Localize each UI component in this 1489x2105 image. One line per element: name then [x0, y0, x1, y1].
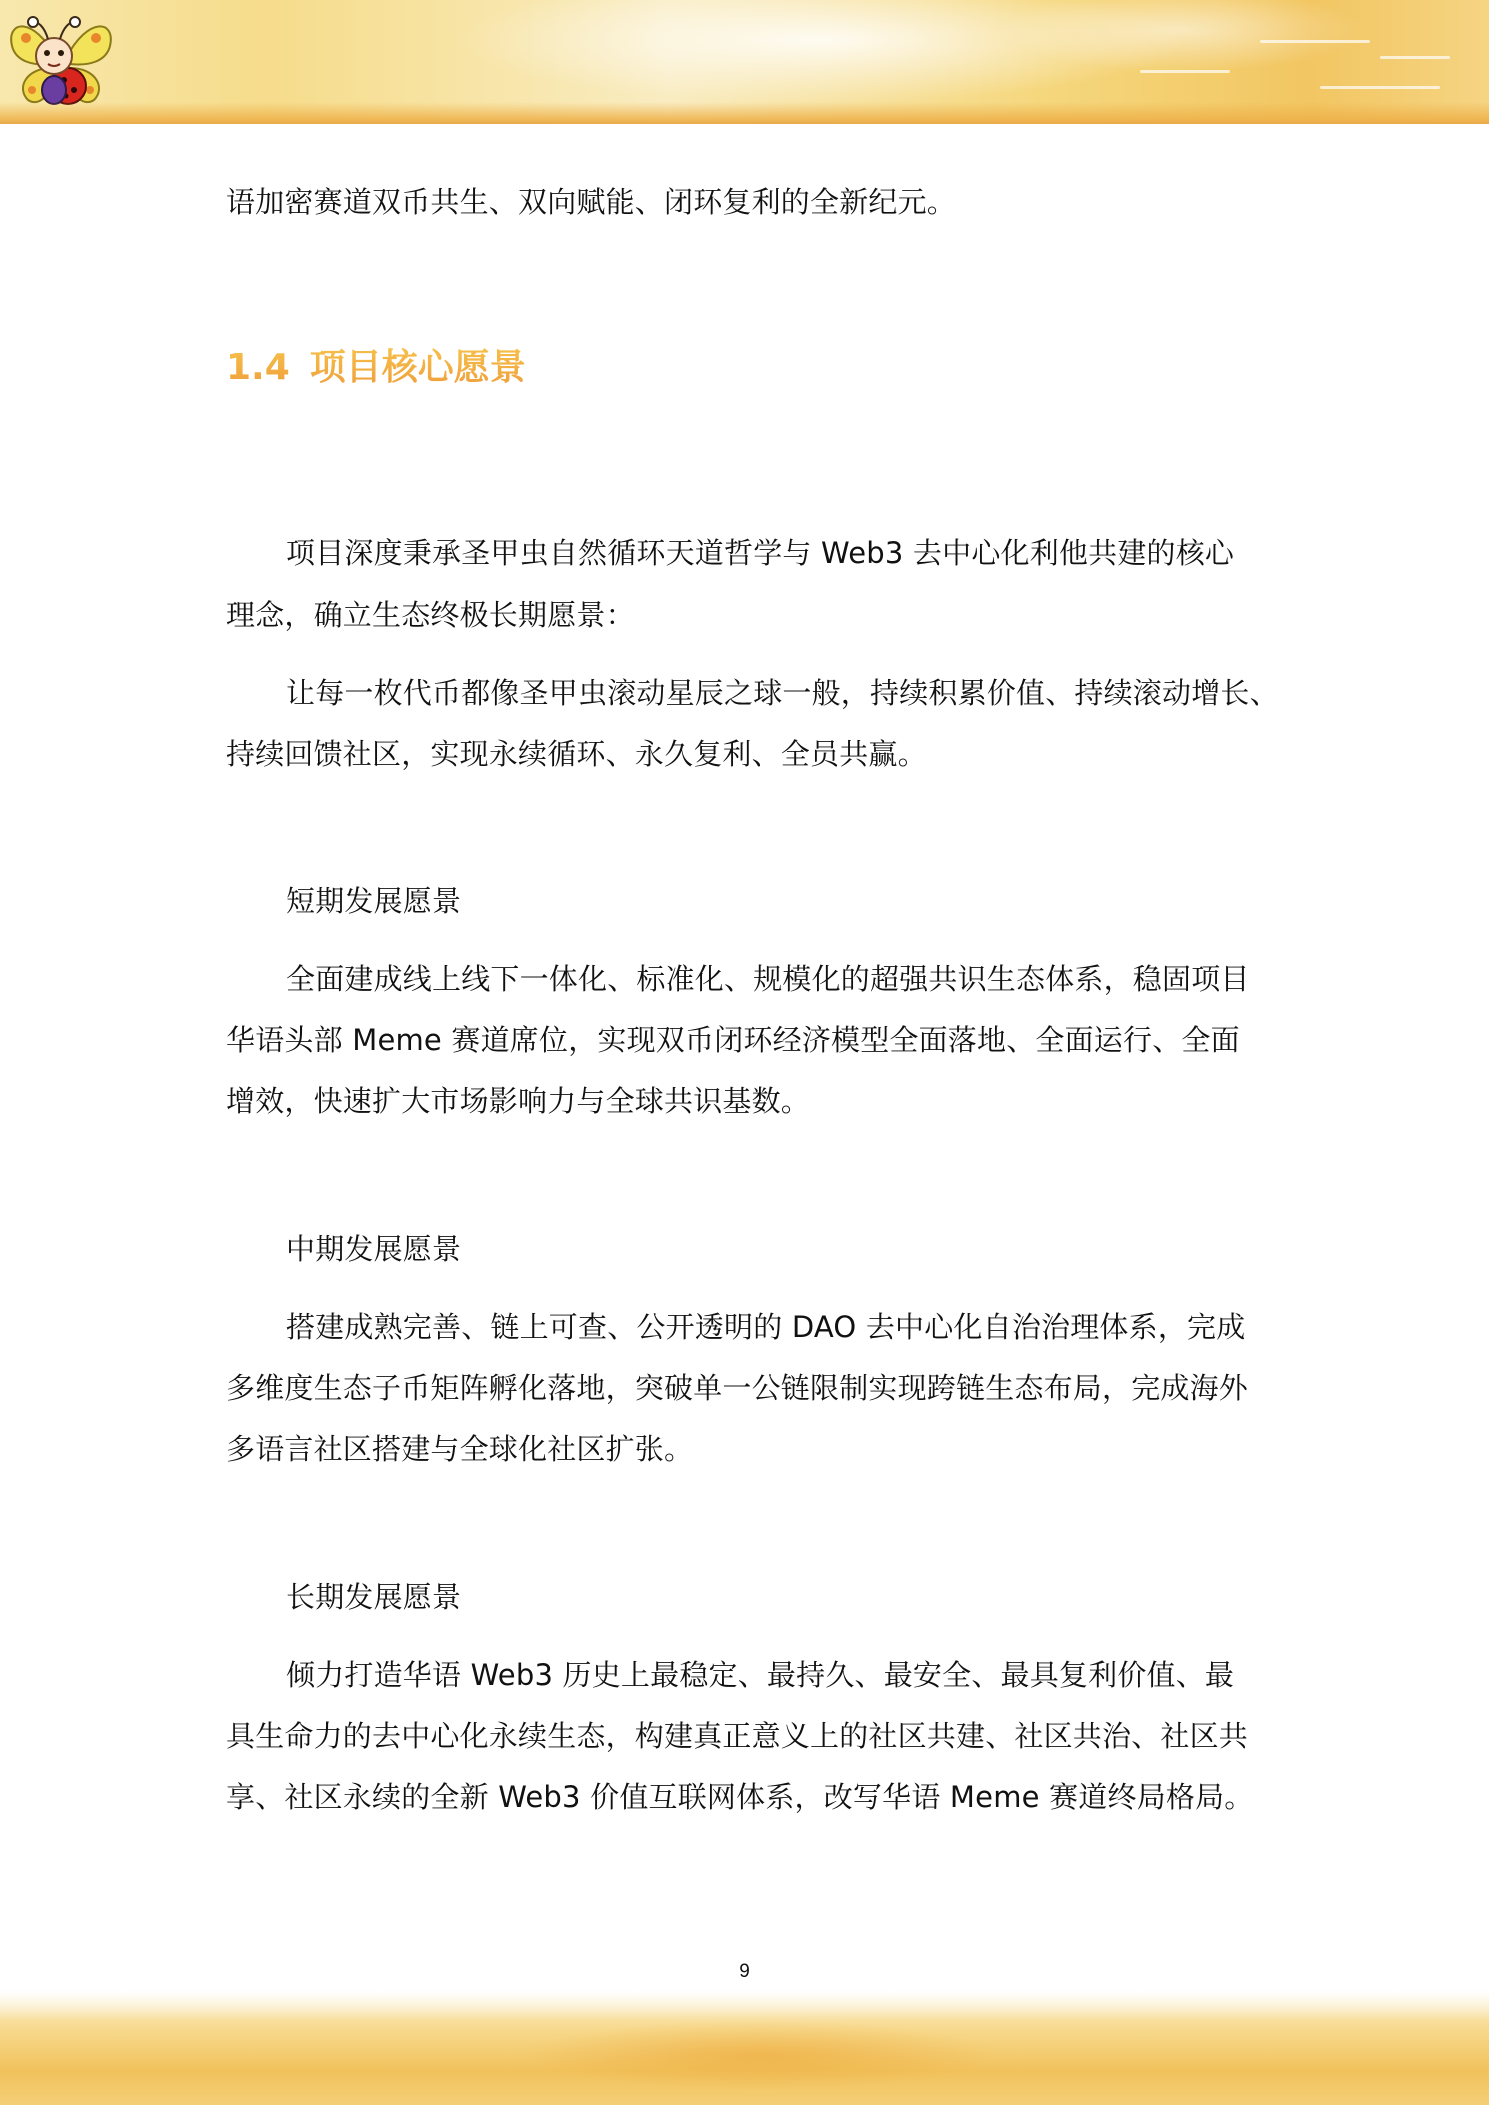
subheading-long-term: 长期发展愿景	[286, 1580, 462, 1614]
paragraph-line: 搭建成熟完善、链上可查、公开透明的 DAO 去中心化自治治理体系，完成	[286, 1310, 1246, 1344]
paragraph-line: 多语言社区搭建与全球化社区扩张。	[226, 1432, 694, 1466]
paragraph-line: 理念，确立生态终极长期愿景：	[226, 598, 635, 632]
section-number: 1.4	[226, 347, 290, 388]
page-header-band	[0, 0, 1489, 124]
paragraph-line: 持续回馈社区，实现永续循环、永久复利、全员共赢。	[226, 737, 927, 771]
subheading-mid-term: 中期发展愿景	[286, 1232, 462, 1266]
subheading-short-term: 短期发展愿景	[286, 884, 462, 918]
page-number: 9	[739, 1961, 750, 1982]
header-light-streak	[1380, 56, 1450, 59]
paragraph-line: 华语头部 Meme 赛道席位，实现双币闭环经济模型全面落地、全面运行、全面	[226, 1023, 1240, 1057]
section-title: 项目核心愿景	[309, 347, 526, 388]
header-light-streak	[1260, 40, 1370, 43]
butterfly-ladybug-mascot-icon	[4, 6, 118, 110]
paragraph-line: 具生命力的去中心化永续生态，构建真正意义上的社区共建、社区共治、社区共	[226, 1719, 1249, 1753]
paragraph-line: 享、社区永续的全新 Web3 价值互联网体系，改写华语 Meme 赛道终局格局。	[226, 1780, 1254, 1814]
paragraph-line: 多维度生态子币矩阵孵化落地，突破单一公链限制实现跨链生态布局，完成海外	[226, 1371, 1249, 1405]
paragraph-line: 语加密赛道双币共生、双向赋能、闭环复利的全新纪元。	[226, 185, 957, 219]
paragraph-line: 让每一枚代币都像圣甲虫滚动星辰之球一般，持续积累价值、持续滚动增长、	[286, 676, 1279, 710]
header-light-streak	[1320, 86, 1440, 89]
page-footer-band	[0, 1990, 1489, 2105]
section-heading	[226, 343, 526, 393]
header-light-streak	[1140, 70, 1230, 73]
paragraph-line: 项目深度秉承圣甲虫自然循环天道哲学与 Web3 去中心化利他共建的核心	[286, 536, 1235, 570]
paragraph-line: 倾力打造华语 Web3 历史上最稳定、最持久、最安全、最具复利价值、最	[286, 1658, 1235, 1692]
paragraph-line: 增效，快速扩大市场影响力与全球共识基数。	[226, 1084, 811, 1118]
paragraph-line: 全面建成线上线下一体化、标准化、规模化的超强共识生态体系，稳固项目	[286, 962, 1250, 996]
